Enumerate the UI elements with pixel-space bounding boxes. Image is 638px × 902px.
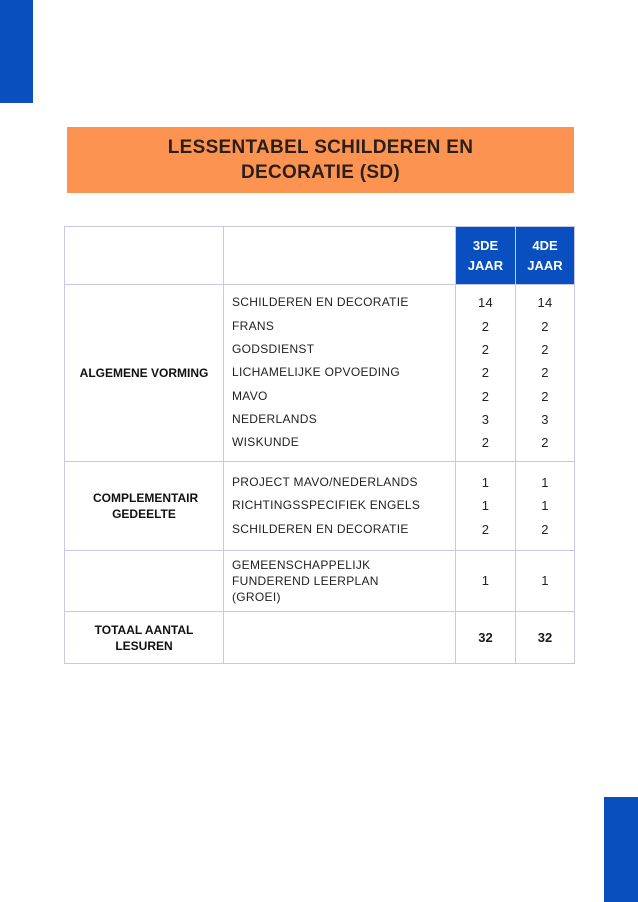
subject: SCHILDEREN EN DECORATIE bbox=[232, 521, 409, 536]
hours: 1 bbox=[481, 475, 490, 491]
hours: 3 bbox=[481, 411, 490, 427]
subject: GODSDIENST bbox=[232, 342, 315, 357]
hours: 1 bbox=[481, 498, 490, 514]
hours-year-3 bbox=[456, 462, 516, 551]
hours: 2 bbox=[481, 365, 490, 381]
header-year-3: 3DE JAAR bbox=[456, 227, 516, 285]
hours: 2 bbox=[541, 388, 549, 404]
header-empty-cell bbox=[224, 227, 456, 285]
subject: NEDERLANDS bbox=[232, 411, 318, 426]
table-row-groei bbox=[65, 551, 575, 612]
subject: MAVO bbox=[232, 388, 268, 403]
decorative-blue-bar-top bbox=[0, 0, 33, 103]
group-label bbox=[65, 551, 224, 612]
hours: 2 bbox=[541, 435, 549, 451]
group-label: COMPLEMENTAIR GEDEELTE bbox=[65, 462, 224, 551]
hours: 2 bbox=[541, 318, 549, 334]
hours: 3 bbox=[541, 411, 549, 427]
hours: 2 bbox=[541, 365, 549, 381]
subject: FRANS bbox=[232, 318, 275, 333]
subject-list bbox=[224, 551, 456, 612]
hours: 2 bbox=[541, 521, 549, 537]
total-year-4: 32 bbox=[516, 612, 575, 664]
subject-list bbox=[224, 285, 456, 462]
subject: RICHTINGSSPECIFIEK ENGELS bbox=[232, 498, 421, 513]
hours: 1 bbox=[541, 475, 549, 491]
hours: 1 bbox=[541, 498, 549, 514]
header-year-4: 4DE JAAR bbox=[516, 227, 575, 285]
hours: 2 bbox=[481, 388, 490, 404]
table-row-total bbox=[65, 612, 575, 664]
header-empty-cell bbox=[65, 227, 224, 285]
hours: 14 bbox=[537, 295, 553, 311]
hours-year-4 bbox=[516, 285, 575, 462]
subject: LICHAMELIJKE OPVOEDING bbox=[232, 365, 400, 380]
hours-year-4 bbox=[516, 551, 575, 612]
table-row-algemene-vorming bbox=[65, 285, 575, 462]
subject: SCHILDEREN EN DECORATIE bbox=[232, 295, 409, 310]
table-row-complementair-gedeelte bbox=[65, 462, 575, 551]
group-label: ALGEMENE VORMING bbox=[65, 285, 224, 462]
hours-year-3 bbox=[456, 551, 516, 612]
table-header-row bbox=[65, 227, 575, 285]
hours: 2 bbox=[481, 521, 490, 537]
total-label: TOTAAL AANTAL LESUREN bbox=[65, 612, 224, 664]
hours: 2 bbox=[481, 318, 490, 334]
total-empty-cell bbox=[224, 612, 456, 664]
decorative-blue-bar-bottom bbox=[604, 797, 638, 902]
hours: 2 bbox=[481, 435, 490, 451]
hours: 2 bbox=[481, 342, 490, 358]
subject-list bbox=[224, 462, 456, 551]
hours: 1 bbox=[541, 573, 549, 589]
subject: PROJECT MAVO/NEDERLANDS bbox=[232, 475, 418, 490]
hours: 1 bbox=[481, 573, 490, 589]
page-title: LESSENTABEL SCHILDEREN EN DECORATIE (SD) bbox=[167, 137, 474, 183]
hours: 14 bbox=[477, 295, 494, 311]
total-year-3: 32 bbox=[456, 612, 516, 664]
hours: 2 bbox=[541, 342, 549, 358]
lessentabel-table bbox=[64, 226, 575, 664]
subject: WISKUNDE bbox=[232, 435, 300, 450]
hours-year-3 bbox=[456, 285, 516, 462]
subject: GEMEENSCHAPPELIJK FUNDEREND LEERPLAN (GROEI) bbox=[232, 558, 379, 604]
hours-year-4 bbox=[516, 462, 575, 551]
page-title-banner bbox=[67, 127, 574, 193]
